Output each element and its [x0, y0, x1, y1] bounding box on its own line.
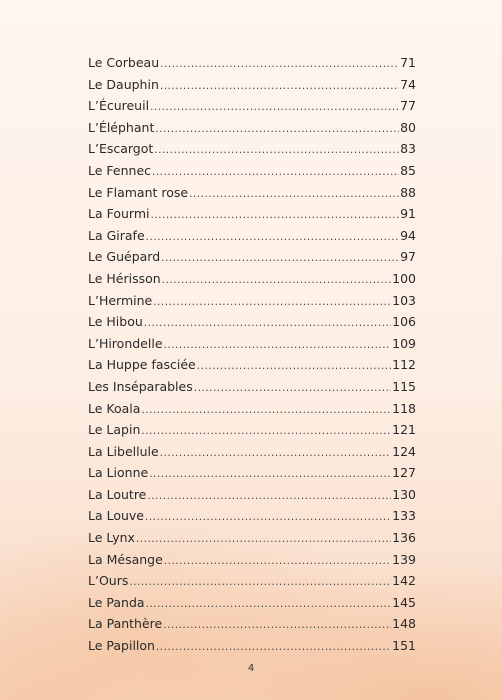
dot-leader [160, 54, 399, 76]
toc-entry-title: La Huppe fasciée [88, 357, 196, 373]
toc-entry-title: L’Écureuil [88, 98, 150, 114]
toc-entry-page: 118 [392, 400, 416, 416]
toc-entry [88, 182, 416, 204]
toc-entry-title: La Mésange [88, 551, 163, 567]
toc-entry [88, 290, 416, 312]
dot-leader [160, 76, 399, 98]
toc-entry-page: 124 [392, 443, 416, 459]
toc-entry-page: 94 [400, 227, 416, 243]
toc-entry-page: 142 [392, 573, 416, 589]
toc-entry-page: 103 [392, 292, 416, 308]
toc-entry [88, 52, 416, 74]
toc-entry-page: 83 [400, 141, 416, 157]
toc-entry-page: 130 [392, 486, 416, 502]
toc-entry-page: 80 [400, 119, 416, 135]
dot-leader [145, 507, 391, 529]
toc-entry-title: Le Corbeau [88, 55, 160, 70]
toc-entry [88, 635, 416, 657]
dot-leader [197, 356, 391, 378]
toc-entry [88, 268, 416, 290]
toc-entry-title: L’Escargot [88, 141, 154, 157]
dot-leader [153, 292, 391, 314]
toc-entry-title: L’Éléphant [88, 119, 155, 135]
toc-entry-title: Le Panda [88, 594, 145, 610]
dot-leader [152, 162, 399, 184]
toc-entry-title: La Fourmi [88, 206, 150, 222]
dot-leader [164, 335, 392, 357]
dot-leader [150, 205, 399, 227]
toc-entry-title: L’Ours [88, 573, 129, 589]
toc-entry-page: 106 [392, 314, 416, 330]
toc-entry-title: Le Papillon [88, 638, 155, 654]
toc-entry-page: 77 [400, 98, 416, 114]
dot-leader [146, 594, 392, 616]
dot-leader [146, 227, 399, 249]
toc-entry-title: Les Inséparables [88, 378, 193, 394]
toc-entry [88, 570, 416, 592]
toc-entry-title: Le Flamant rose [88, 184, 189, 200]
toc-entry-page: 109 [392, 335, 416, 351]
toc-entry-page: 88 [400, 184, 416, 200]
toc-entry-title: La Loutre [88, 486, 147, 502]
dot-leader [141, 400, 391, 422]
toc-entry-title: L’Hirondelle [88, 335, 163, 351]
toc-entry [88, 549, 416, 571]
toc-entry-title: Le Lynx [88, 530, 135, 546]
dot-leader [162, 270, 391, 292]
toc-entry-title: Le Guépard [88, 249, 161, 265]
toc-entry [88, 484, 416, 506]
toc-entry-page: 71 [400, 55, 416, 70]
dot-leader [150, 97, 399, 119]
toc-entry-title: La Girafe [88, 227, 145, 243]
toc-entry-title: Le Fennec [88, 162, 152, 178]
toc-entry-page: 115 [392, 378, 416, 394]
toc-entry-page: 97 [400, 249, 416, 265]
toc-entry-title: Le Dauphin [88, 76, 159, 92]
toc-entry-page: 139 [392, 551, 416, 567]
toc-entry-title: Le Hérisson [88, 270, 161, 286]
toc-entry [88, 398, 416, 420]
toc-entry-page: 148 [392, 616, 416, 632]
toc-entry [88, 203, 416, 225]
dot-leader [164, 551, 391, 573]
dot-leader [129, 572, 391, 594]
dot-leader [147, 486, 391, 508]
toc-entry-title: La Libellule [88, 443, 159, 459]
dot-leader [149, 464, 391, 486]
toc-entry [88, 354, 416, 376]
toc-entry [88, 246, 416, 268]
toc-entry-page: 145 [392, 594, 416, 610]
dot-leader [144, 313, 391, 335]
toc-entry-page: 85 [400, 162, 416, 178]
toc-entry-page: 112 [392, 357, 416, 373]
toc-entry [88, 527, 416, 549]
toc-entry-page: 121 [392, 422, 416, 438]
toc-entry [88, 592, 416, 614]
toc-entry-page: 100 [392, 270, 416, 286]
dot-leader [163, 615, 391, 637]
toc-entry [88, 225, 416, 247]
toc-entry [88, 74, 416, 96]
toc-entry [88, 419, 416, 441]
toc-entry [88, 333, 416, 355]
toc-entry [88, 160, 416, 182]
toc-entry-title: La Lionne [88, 465, 149, 481]
dot-leader [160, 443, 391, 465]
toc-entry-title: Le Koala [88, 400, 141, 416]
dot-leader [194, 378, 391, 400]
toc-entry-page: 91 [400, 206, 416, 222]
toc-entry [88, 613, 416, 635]
page-number: 4 [247, 663, 255, 674]
dot-leader [189, 184, 399, 206]
dot-leader [141, 421, 391, 443]
toc-entry-page: 127 [392, 465, 416, 481]
toc-entry [88, 462, 416, 484]
table-of-contents [88, 52, 416, 657]
toc-entry [88, 505, 416, 527]
toc-entry [88, 376, 416, 398]
toc-entry-page: 151 [392, 638, 416, 654]
toc-entry-title: La Louve [88, 508, 144, 524]
toc-entry [88, 138, 416, 160]
toc-entry-page: 133 [392, 508, 416, 524]
toc-entry [88, 95, 416, 117]
dot-leader [155, 119, 399, 141]
dot-leader [156, 637, 391, 659]
toc-entry-title: L’Hermine [88, 292, 153, 308]
toc-entry-page: 74 [400, 76, 416, 92]
toc-entry-title: Le Lapin [88, 422, 141, 438]
dot-leader [154, 140, 399, 162]
dot-leader [161, 248, 399, 270]
toc-entry [88, 311, 416, 333]
toc-entry-title: La Panthère [88, 616, 163, 632]
dot-leader [136, 529, 391, 551]
toc-entry [88, 117, 416, 139]
toc-entry-title: Le Hibou [88, 314, 143, 330]
toc-entry-page: 136 [392, 530, 416, 546]
toc-entry [88, 441, 416, 463]
